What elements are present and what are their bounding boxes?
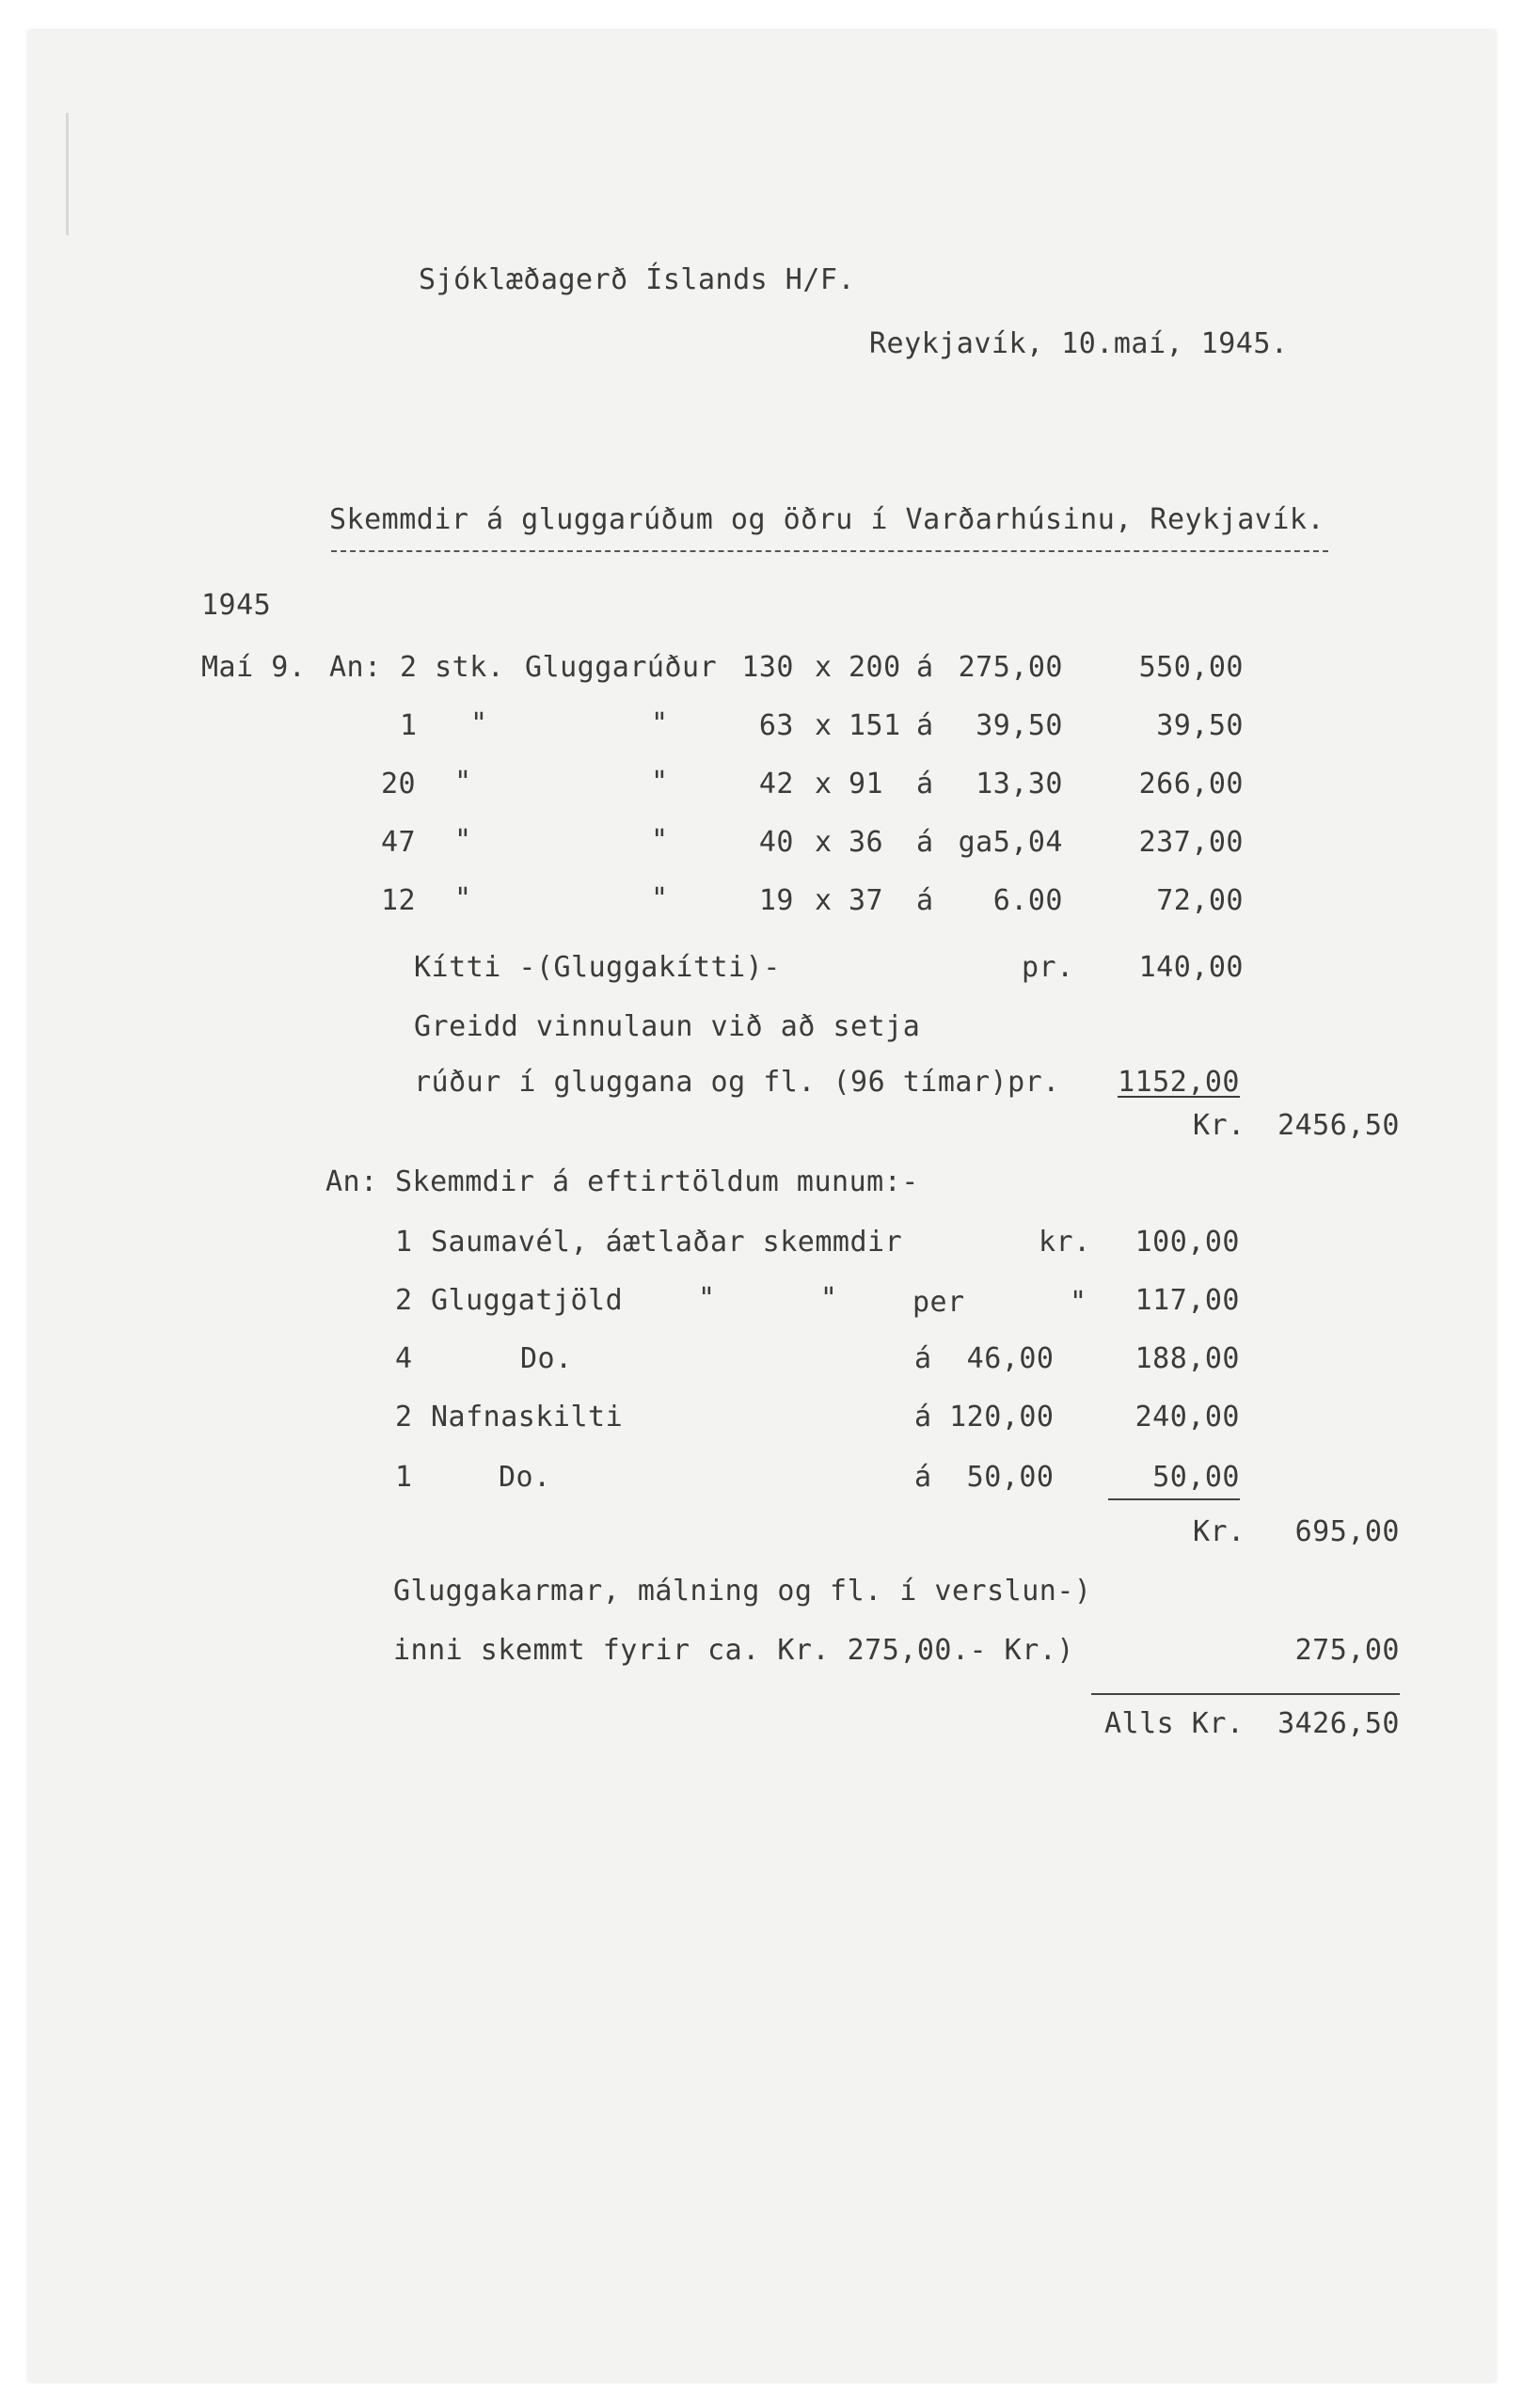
row-unit: kr. [1039, 1226, 1091, 1259]
row-amount: 266,00 [1138, 768, 1244, 800]
row-x: x [815, 768, 833, 800]
document-title: Skemmdir á gluggarúðum og öðru í Varðarhúsinu, Reykjavík. [329, 503, 1325, 536]
row-item: Do. [499, 1461, 551, 1494]
row-height: 200 [849, 651, 901, 684]
row-a: á [916, 884, 934, 917]
row-item: Nafnaskilti [431, 1401, 624, 1434]
row-item: Gluggarúður [525, 651, 718, 684]
row-item-ditto: " [454, 882, 472, 915]
section2-subtotal-rule [1108, 1498, 1240, 1500]
row-qty: 20 [381, 768, 417, 800]
row-amount: 188,00 [1134, 1342, 1240, 1375]
kitti-amount: 140,00 [1138, 951, 1244, 984]
row-x: x [815, 826, 833, 859]
row-price: ga5,04 [958, 826, 1063, 859]
row-qty: 1 [395, 1226, 413, 1259]
row-height: 37 [849, 884, 884, 917]
punch-mark [66, 113, 69, 235]
row-item: Saumavél, áætlaðar skemmdir [431, 1226, 903, 1259]
row-width: 40 [758, 826, 794, 859]
row-price: 275,00 [958, 651, 1063, 684]
year: 1945 [201, 589, 272, 622]
row-x: x [815, 884, 833, 917]
section1-label: An: [329, 651, 382, 684]
row-qty: 4 [395, 1342, 413, 1375]
grand-total-rule [1091, 1693, 1400, 1695]
row-item-ditto: " [454, 766, 472, 799]
row-width: 42 [758, 768, 794, 800]
row-price: 39,50 [976, 709, 1063, 742]
row-ditto: " " [698, 1282, 838, 1315]
row-unit: á 50,00 [914, 1461, 1055, 1494]
row-item: Do. [520, 1342, 573, 1375]
row-width: 63 [758, 709, 794, 742]
row-item-ditto: " [651, 824, 669, 857]
row-amount: 39,50 [1156, 709, 1244, 742]
section2-label: An: [325, 1165, 378, 1198]
grand-total-label: Alls Kr. [1104, 1707, 1245, 1740]
grand-total-value: 3426,50 [1277, 1707, 1400, 1740]
row-amount: 50,00 [1152, 1461, 1240, 1494]
row-width: 130 [741, 651, 794, 684]
row-qty: 2 stk. [400, 651, 505, 684]
labour-amount: 1152,00 [1118, 1066, 1240, 1099]
row-unit: á 120,00 [914, 1401, 1055, 1434]
row-amount: 72,00 [1156, 884, 1244, 917]
row-unit: á 46,00 [914, 1342, 1055, 1375]
section1-total: 2456,50 [1277, 1109, 1400, 1142]
row-height: 91 [849, 768, 884, 800]
frames-amount: 275,00 [1294, 1634, 1400, 1667]
row-a: á [916, 826, 934, 859]
row-item-ditto: " [454, 824, 472, 857]
section2-total: 695,00 [1294, 1515, 1400, 1548]
frames-line-2: inni skemmt fyrir ca. Kr. 275,00.- Kr.) [393, 1634, 1074, 1667]
row-qty: 2 [395, 1401, 413, 1434]
title-dashed-rule [331, 550, 1328, 552]
labour-line-1: Greidd vinnulaun við að setja [414, 1010, 921, 1043]
kitti-pr: pr. [1022, 951, 1074, 984]
row-item-ditto: " [651, 766, 669, 799]
row-x: x [815, 709, 833, 742]
row-item-ditto: " [651, 882, 669, 915]
row-price: 6.00 [992, 884, 1063, 917]
row-width: 19 [758, 884, 794, 917]
row-a: á [916, 768, 934, 800]
row-amount: 117,00 [1134, 1284, 1240, 1317]
row-item-ditto: " [470, 707, 488, 740]
labour-line-2: rúður í gluggana og fl. (96 tímar)pr. [414, 1066, 1060, 1099]
row-item: Gluggatjöld [431, 1284, 624, 1317]
row-price: 13,30 [976, 768, 1063, 800]
company-name: Sjóklæðagerð Íslands H/F. [419, 263, 856, 296]
frames-line-1: Gluggakarmar, málning og fl. í verslun-) [393, 1575, 1092, 1608]
kitti-label: Kítti -(Gluggakítti)- [414, 951, 781, 984]
row-a: á [916, 651, 934, 684]
date-label: Maí 9. [201, 651, 307, 684]
row-amount: 240,00 [1134, 1401, 1240, 1434]
row-qty: 47 [381, 826, 417, 859]
row-height: 36 [849, 826, 884, 859]
document-sheet [28, 30, 1496, 2382]
section2-heading: Skemmdir á eftirtöldum munum:- [395, 1165, 919, 1198]
section1-total-kr: Kr. [1193, 1109, 1245, 1142]
row-height: 151 [849, 709, 901, 742]
section2-total-kr: Kr. [1193, 1515, 1245, 1548]
row-amount: 100,00 [1134, 1226, 1240, 1259]
row-qty: 1 [395, 1461, 413, 1494]
row-qty: 2 [395, 1284, 413, 1317]
row-x: x [815, 651, 833, 684]
row-a: á [916, 709, 934, 742]
row-unit: per " [912, 1286, 1087, 1319]
row-amount: 237,00 [1138, 826, 1244, 859]
row-amount: 550,00 [1138, 651, 1244, 684]
row-qty: 12 [381, 884, 417, 917]
row-qty: 1 [400, 709, 418, 742]
row-item-ditto: " [651, 707, 669, 740]
place-date: Reykjavík, 10.maí, 1945. [869, 327, 1289, 360]
